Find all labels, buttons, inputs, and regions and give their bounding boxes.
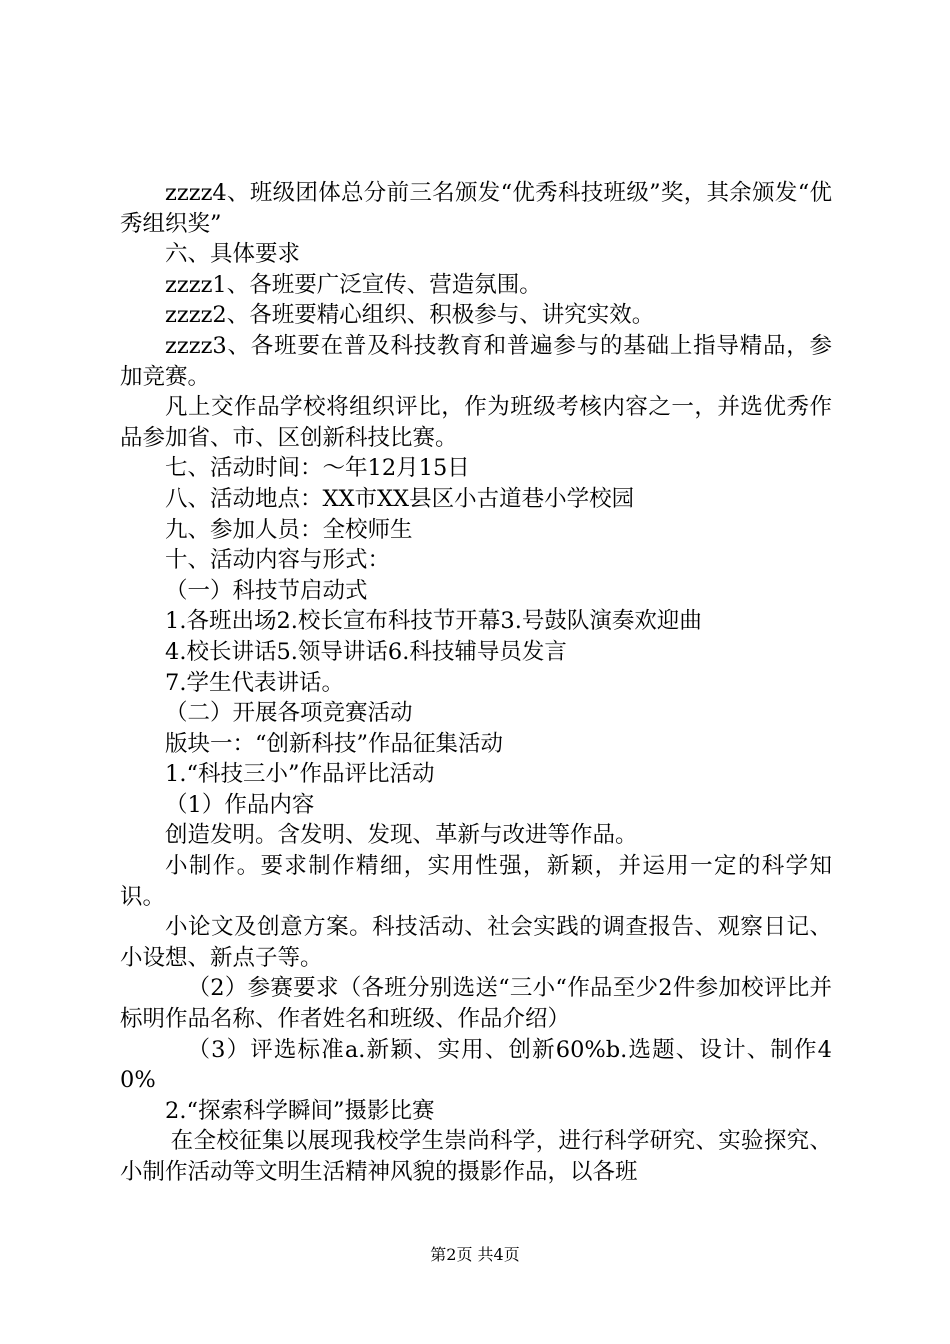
heading-competitions: （二）开展各项竞赛活动 [165, 700, 413, 727]
paragraph-requirement-2: zzzz2、各班要精心组织、积极参与、讲究实效。 [165, 302, 655, 329]
heading-works-contest: 1.“科技三小”作品评比活动 [165, 761, 435, 788]
paragraph-requirement-3: zzzz3、各班要在普及科技教育和普遍参与的基础上指导精品，参加竞赛。 [120, 332, 832, 390]
paragraph-small-papers: 小论文及创意方案。科技活动、社会实践的调查报告、观察日记、小设想、新点子等。 [120, 914, 832, 971]
paragraph-evaluation: 凡上交作品学校将组织评比，作为班级考核内容之一，并选优秀作品参加省、市、区创新科技比赛。 [120, 394, 832, 451]
heading-section-one: 版块一：“创新科技”作品征集活动 [165, 730, 504, 757]
paragraph-requirement-1: zzzz1、各班要广泛宣传、营造氛围。 [165, 271, 542, 298]
heading-activity-content: 十、活动内容与形式： [165, 547, 391, 574]
paragraph-photo-contest: 在全校征集以展现我校学生崇尚科学，进行科学研究、实验探究、小制作活动等文明生活精神风貌的摄影作品，以各班 [120, 1128, 832, 1185]
paragraph-award-4: zzzz4、班级团体总分前三名颁发“优秀科技班级”奖，其余颁发“优秀组织奖” [120, 180, 832, 237]
paragraph-ceremony-steps-3: 7.学生代表讲话。 [165, 669, 344, 696]
paragraph-participants: 九、参加人员：全校师生 [165, 516, 413, 543]
heading-launch-ceremony: （一）科技节启动式 [165, 577, 368, 604]
paragraph-judging-criteria: （3）评选标准a.新颖、实用、创新60%b.选题、设计、制作40% [120, 1036, 832, 1094]
paragraph-small-crafts: 小制作。要求制作精细，实用性强，新颖，并运用一定的科学知识。 [120, 853, 832, 910]
paragraph-ceremony-steps-2: 4.校长讲话5.领导讲话6.科技辅导员发言 [165, 638, 567, 665]
page-footer: 第2页 共4页 [430, 1245, 520, 1264]
paragraph-activity-location: 八、活动地点：XX市XX县区小古道巷小学校园 [165, 485, 635, 512]
heading-requirements: 六、具体要求 [165, 241, 301, 268]
document-body [120, 178, 832, 1188]
heading-works-content: （1）作品内容 [165, 791, 315, 818]
paragraph-inventions: 创造发明。含发明、发现、革新与改进等作品。 [165, 822, 638, 849]
paragraph-activity-time: 七、活动时间：～年12月15日 [165, 455, 470, 482]
paragraph-ceremony-steps-1: 1.各班出场2.校长宣布科技节开幕3.号鼓队演奏欢迎曲 [165, 608, 702, 635]
heading-photo-contest: 2.“探索科学瞬间”摄影比赛 [165, 1097, 435, 1124]
paragraph-entry-requirements: （2）参赛要求（各班分别选送“三小“作品至少2件参加校评比并标明作品名称、作者姓名和班级、作品介绍） [120, 975, 832, 1033]
